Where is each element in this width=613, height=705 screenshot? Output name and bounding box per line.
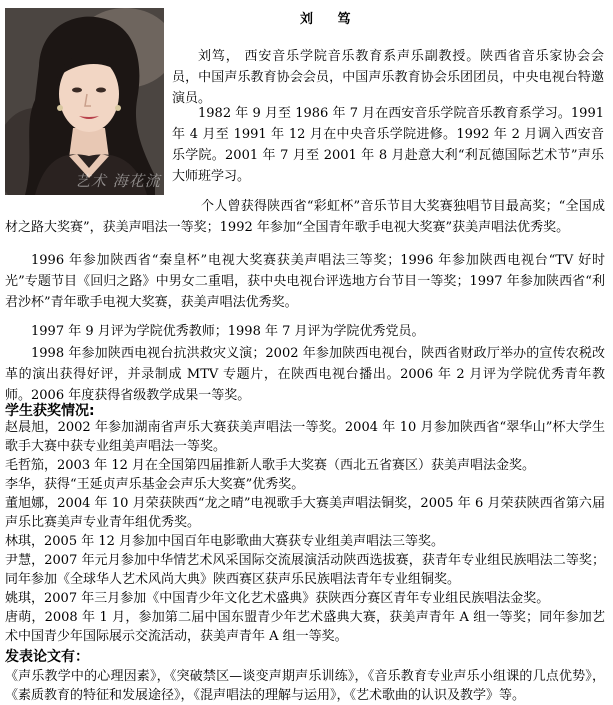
bio-honors-2: 1998 年参加陕西电视台抗洪救灾义演；2002 年参加陕西电视台，陕西省财政厅举办的宣传农税改革的演出获得好评，并录制成 MTV 专题片，在陕西电视台播出。2006 年 2 月评为学院优秀青年教师。2006 年度获得省级教学成果一等奖。 <box>5 346 605 403</box>
list-item: 林琪，2005 年 12 月参加中国百年电影歌曲大赛获专业组美声唱法三等奖。 <box>5 534 445 549</box>
portrait-image <box>5 8 164 195</box>
list-item: 唐萌，2008 年 1 月，参加第二届中国东盟青少年艺术盛典大赛，获美声青年 A 组一等奖；同年参加艺术中国青少年国际展示交流活动，获美声青年 A 组一等奖。 <box>5 610 605 644</box>
list-item: 尹慧，2007 年元月参加中华情艺术风采国际交流展演活动陕西选拔赛，获青年专业组民族唱法二等奖；同年参加《全球华人艺术风尚大典》陕西赛区获声乐民族唱法青年专业组铜奖。 <box>5 553 605 587</box>
papers-heading: 发表论文有： <box>5 649 89 665</box>
bio-intro: 刘笃， 西安音乐学院音乐教育系声乐副教授。陕西省音乐家协会会员，中国声乐教育协会会员，中国声乐教育协会乐团团员，中央电视台特邀演员。 <box>172 49 604 106</box>
list-item: 姚琪，2007 年三月参加《中国青少年文化艺术盛典》获陕西分赛区青年专业组民族唱法金奖。 <box>5 591 550 606</box>
list-item: 赵晨旭，2002 年参加湖南省声乐大赛获美声唱法一等奖。2004 年 10 月参加陕西省“翠华山”杯大学生歌手大赛中获专业组美声唱法一等奖。 <box>5 420 605 454</box>
portrait-photo <box>5 8 164 195</box>
bio-awards-2: 1996 年参加陕西省“秦皇杯”电视大奖赛获美声唱法三等奖；1996 年参加陕西电视台“TV 好时光”专题节目《回归之路》中男女二重唱，获中央电视台评选地方台节目一等奖；1997 年参加陕西省“利君沙杯”青年歌手电视大奖赛，获美声唱法优秀奖。 <box>5 253 605 310</box>
students-list <box>5 418 605 705</box>
students-heading: 学生获奖情况: <box>5 403 95 419</box>
bio-awards-1: 个人曾获得陕西省“彩虹杯”音乐节目大奖赛独唱节目最高奖；“全国成材之路大奖赛”，获美声唱法一等奖；1992 年参加“全国青年歌手电视大奖赛”获美声唱法优秀奖。 <box>5 199 605 235</box>
photo-watermark: 艺术 海花流 <box>75 172 161 190</box>
list-item: 毛哲笳，2003 年 12 月在全国第四届推新人歌手大奖赛（西北五省赛区）获美声唱法金奖。 <box>5 458 536 473</box>
bio-honors-1: 1997 年 9 月评为学院优秀教师；1998 年 7 月评为学院优秀党员。 <box>31 324 425 339</box>
list-item: 董旭娜，2004 年 10 月荣获陕西“龙之晴”电视歌手大赛美声唱法铜奖，2005 年 6 月荣获陕西省第六届声乐比赛美声专业青年组优秀奖。 <box>5 496 605 530</box>
page-title: 刘 笃 <box>300 12 361 27</box>
papers-list: 《声乐教学中的心理因素》，《突破禁区—谈变声期声乐训练》，《音乐教育专业声乐小组课的几点优势》，《素质教育的特征和发展途径》，《混声唱法的理解与运用》，《艺术歌曲的认识及教学》等。 <box>5 669 605 703</box>
list-item: 李华，获得“王延贞声乐基金会声乐大奖赛”优秀奖。 <box>5 477 305 492</box>
bio-education: 1982 年 9 月至 1986 年 7 月在西安音乐学院音乐教育系学习。1991 年 4 月至 1991 年 12 月在中央音乐学院进修。1992 年 2 月调入西安音乐学院。2001 年 7 月至 2001 年 8 月赴意大利“利瓦德国际艺术节”声乐大师班学习。 <box>172 106 604 184</box>
